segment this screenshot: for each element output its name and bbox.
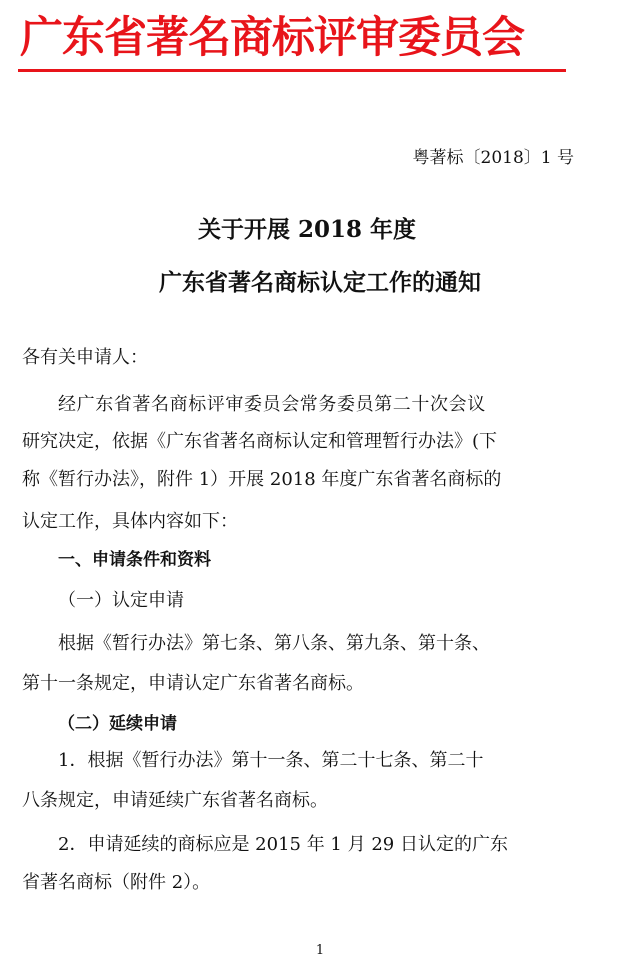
body-line: 第十一条规定，申请认定广东省著名商标。 [22,673,364,694]
body-line: 经广东省著名商标评审委员会常务委员第二十次会议 [58,394,486,415]
body-line: 八条规定，申请延续广东省著名商标。 [22,790,328,811]
salutation: 各有关申请人： [22,347,148,368]
notice-title-line-2: 广东省著名商标认定工作的通知 [159,269,481,296]
body-line: 省著名商标（附件 2）。 [22,872,211,893]
organization-header: 广东省著名商标评审委员会 [20,13,524,63]
document-number: 粤著标〔2018〕1 号 [412,148,574,168]
body-line: 认定工作，具体内容如下： [22,511,238,532]
subsection-heading: （一）认定申请 [58,590,184,611]
red-header-rule [18,69,566,72]
body-line: 2．申请延续的商标应是 2015 年 1 月 29 日认定的广东 [58,834,508,855]
body-line: 根据《暂行办法》第七条、第八条、第九条、第十条、 [58,633,490,654]
notice-title-line-1: 关于开展 2018 年度 [197,216,417,243]
section-heading: 一、申请条件和资料 [58,550,211,570]
body-line: 称《暂行办法》，附件 1）开展 2018 年度广东省著名商标的 [22,469,502,490]
page-number: 1 [315,943,325,958]
subsection-heading: （二）延续申请 [58,714,177,734]
body-line: 研究决定，依据《广东省著名商标认定和管理暂行办法》(下 [22,431,498,452]
body-line: 1．根据《暂行办法》第十一条、第二十七条、第二十 [58,750,484,771]
